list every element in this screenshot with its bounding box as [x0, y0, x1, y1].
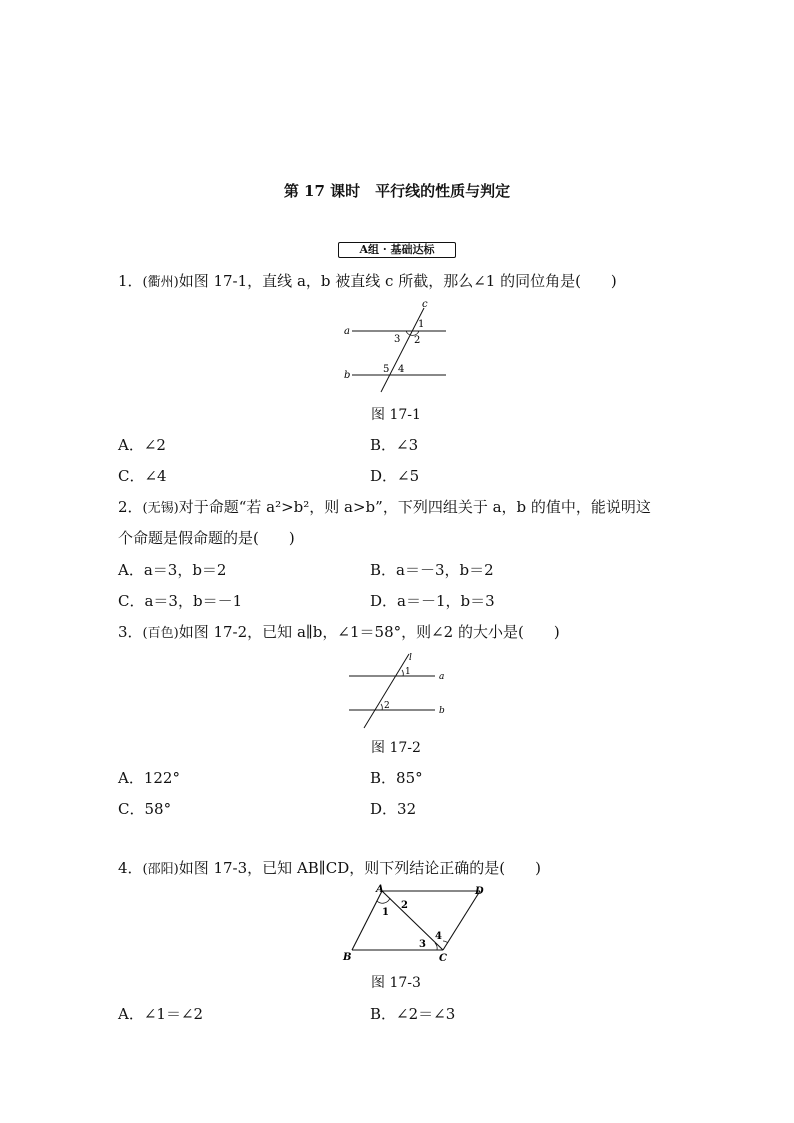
- vertex-a-label: A: [376, 884, 384, 895]
- angle-3-label: 3: [394, 334, 401, 345]
- label-b: b: [439, 706, 445, 716]
- angle-3-label: 3: [419, 939, 426, 950]
- option-a: A．∠1＝∠2: [118, 1005, 204, 1023]
- angle-4-label: 4: [398, 364, 405, 375]
- question-text: 如图 17-3，已知 AB∥CD，则下列结论正确的是( ): [178, 859, 541, 877]
- option-d: D．∠5: [370, 467, 420, 485]
- question-text: 如图 17-1，直线 a，b 被直线 c 所截，那么∠1 的同位角是( ): [178, 272, 617, 290]
- option-a: A．∠2: [118, 436, 166, 454]
- option-b: B．85°: [370, 769, 423, 787]
- page-title: 第 17 课时 平行线的性质与判定: [283, 182, 511, 200]
- question-2: [118, 497, 651, 519]
- option-c: C．58°: [118, 800, 172, 818]
- question-1: [118, 271, 617, 293]
- angle-1-label: 1: [418, 319, 425, 330]
- option-b: B．∠3: [370, 436, 419, 454]
- question-source: (无锡): [142, 501, 179, 516]
- group-badge: A组 · 基础达标: [338, 242, 456, 258]
- label-l: l: [409, 653, 412, 663]
- angle-5-label: 5: [383, 364, 390, 375]
- vertex-d-label: D: [475, 886, 484, 897]
- question-source: (百色): [142, 626, 179, 641]
- option-c: C．a＝3，b＝－1: [118, 592, 243, 610]
- figure-17-2: [345, 648, 450, 730]
- question-number: 3．: [118, 623, 143, 641]
- option-a: A．122°: [118, 769, 180, 787]
- question-number: 2．: [118, 498, 143, 516]
- option-a: A．a＝3，b＝2: [118, 561, 227, 579]
- figure-17-3: [338, 884, 490, 964]
- question-text: 如图 17-2，已知 a∥b，∠1＝58°，则∠2 的大小是( ): [178, 623, 560, 641]
- angle-2-label: 2: [414, 335, 421, 346]
- angle-1-label: 1: [405, 667, 411, 677]
- angle-4-label: 4: [435, 931, 442, 942]
- angle-2-label: 2: [401, 900, 408, 911]
- figure-caption: 图 17-2: [371, 740, 421, 756]
- angle-1-label: 1: [382, 907, 389, 918]
- vertex-c-label: C: [439, 953, 447, 964]
- option-b: B．∠2＝∠3: [370, 1005, 456, 1023]
- question-4: [118, 858, 541, 880]
- figure-caption: 图 17-1: [371, 407, 421, 423]
- label-b: b: [344, 370, 351, 381]
- label-a: a: [439, 672, 445, 682]
- question-2-line-2: 个命题是假命题的是( ): [118, 529, 295, 547]
- question-text: 对于命题“若 a²>b²，则 a>b”，下列四组关于 a，b 的值中，能说明这: [178, 498, 651, 516]
- label-a: a: [344, 326, 350, 337]
- option-d: D．a＝－1，b＝3: [370, 592, 495, 610]
- vertex-b-label: B: [343, 952, 352, 963]
- question-3: [118, 622, 560, 644]
- label-c: c: [422, 299, 428, 310]
- figure-17-1: [340, 298, 450, 394]
- angle-2-label: 2: [384, 701, 390, 711]
- option-b: B．a＝－3，b＝2: [370, 561, 494, 579]
- question-number: 1．: [118, 272, 143, 290]
- figure-caption: 图 17-3: [371, 975, 421, 991]
- option-d: D．32: [370, 800, 417, 818]
- question-source: (衢州): [142, 275, 179, 290]
- question-number: 4．: [118, 859, 143, 877]
- option-c: C．∠4: [118, 467, 167, 485]
- question-source: (邵阳): [142, 862, 179, 877]
